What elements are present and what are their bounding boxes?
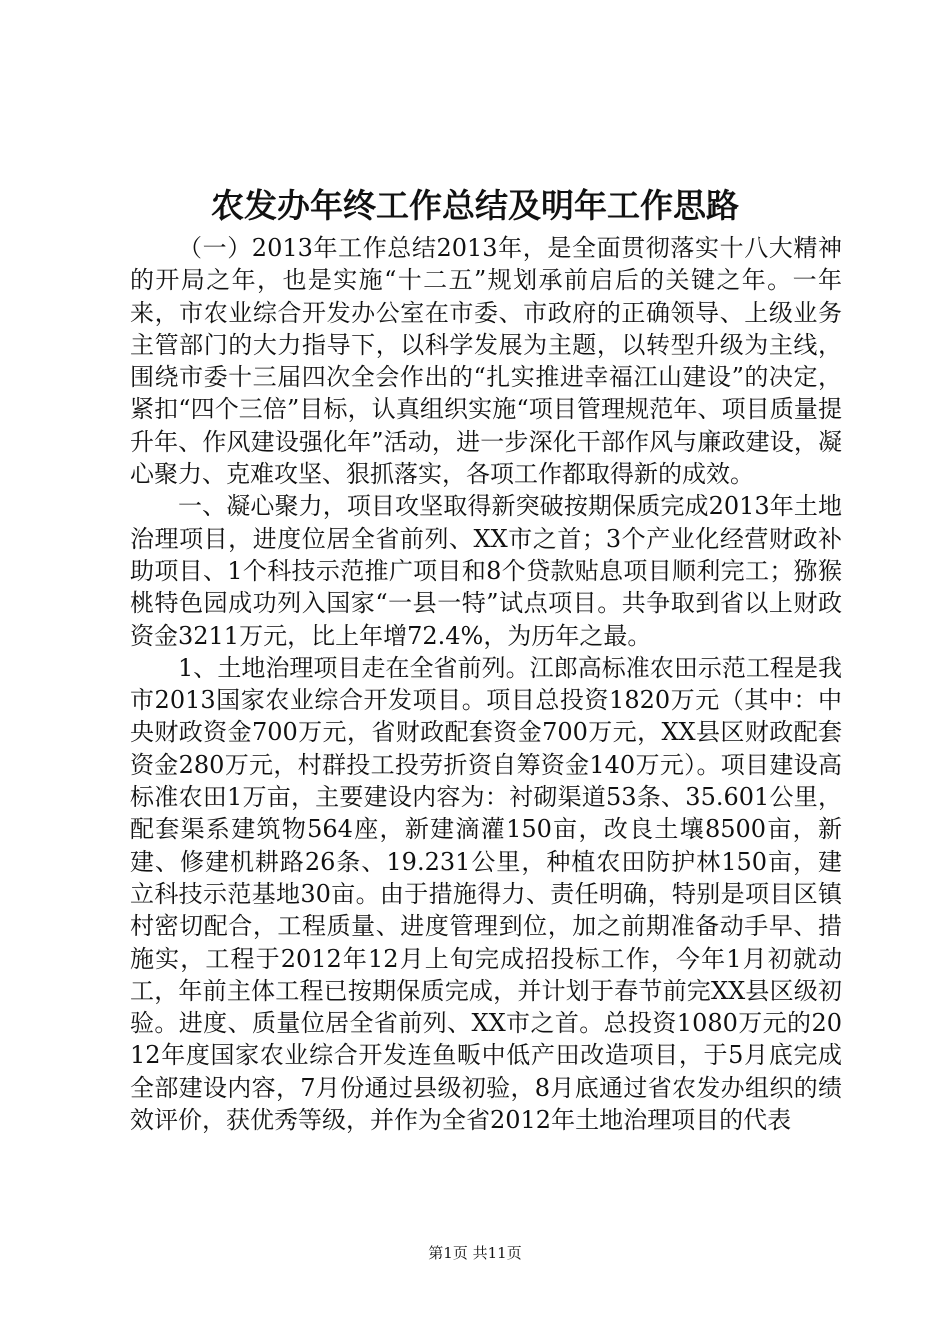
paragraph-section-one: 一、凝心聚力，项目攻坚取得新突破按期保质完成2013年土地治理项目，进度位居全省前列、XX市之首；3个产业化经营财政补助项目、1个科技示范推广项目和8个贷款贴息项目顺利完工；猕猴桃特色园成功列入国家“一县一特”试点项目。共争取到省以上财政资金3211万元，比上年增72.4%，为历年之最。 xyxy=(130,492,842,650)
document-title: 农发办年终工作总结及明年工作思路 xyxy=(211,186,739,225)
paragraph-land-project: 1、土地治理项目走在全省前列。江郎高标准农田示范工程是我市2013国家农业综合开发项目。项目总投资1820万元（其中：中央财政资金700万元，省财政配套资金700万元，XX县区财政配套资金280万元，村群投工投劳折资自筹资金140万元）。项目建设高标准农田1万亩，主要建设内容为：衬砌渠道53条、35.601公里，配套渠系建筑物564座，新建滴灌150亩，改良土壤8500亩，新建、修建机耕路26条、19.231公里，种植农田防护林150亩，建立科技示范基地30亩。由于措施得力、责任明确，特别是项目区镇村密切配合，工程质量、进度管理到位，加之前期准备动手早、措施实，工程于2012年12月上旬完成招投标工作，今年1月初就动工，年前主体工程已按期保质完成，并计划于春节前完XX县区级初验。进度、质量位居全省前列、XX市之首。总投资1080万元的2012年度国家农业综合开发连鱼畈中低产田改造项目，于5月底完成全部建设内容，7月份通过县级初验，8月底通过省农发办组织的绩效评价，获优秀等级，并作为全省2012年土地治理项目的代表 xyxy=(130,653,842,1135)
document-body xyxy=(130,232,842,1136)
page-footer: 第1页 共11页 xyxy=(428,1244,522,1262)
paragraph-summary-intro: （一）2013年工作总结2013年，是全面贯彻落实十八大精神的开局之年，也是实施“十二五”规划承前启后的关键之年。一年来，市农业综合开发办公室在市委、市政府的正确领导、上级业务主管部门的大力指导下，以科学发展为主题，以转型升级为主线，围绕市委十三届四次全会作出的“扎实推进幸福江山建设”的决定，紧扣“四个三倍”目标，认真组织实施“项目管理规范年、项目质量提升年、作风建设强化年”活动，进一步深化干部作风与廉政建设，凝心聚力、克难攻坚、狠抓落实，各项工作都取得新的成效。 xyxy=(130,234,842,489)
